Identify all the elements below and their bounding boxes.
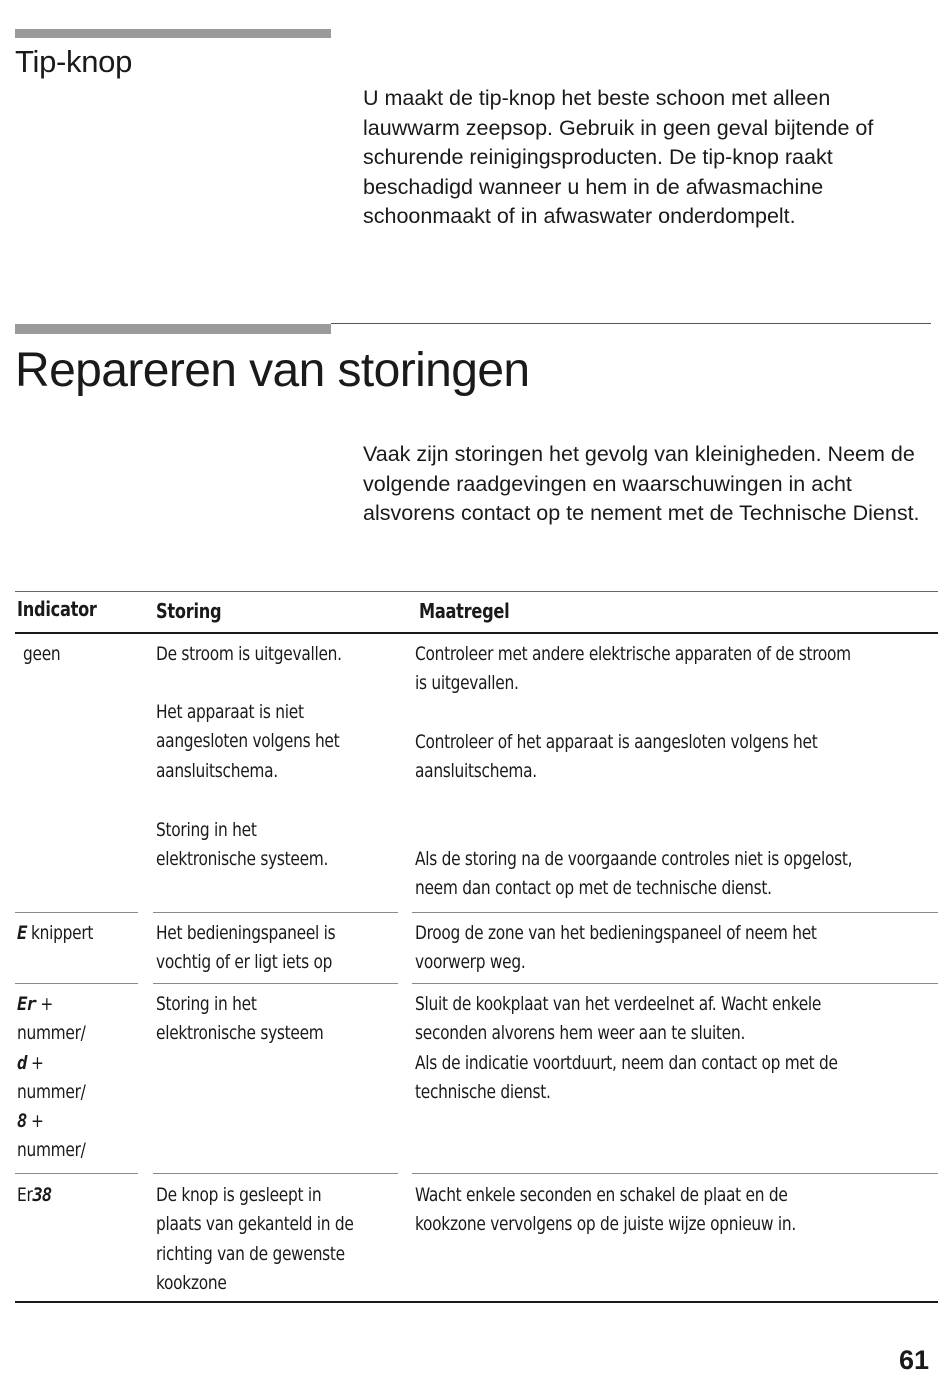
row3-indicator-text-2: nummer/ [17, 1022, 86, 1045]
repair-intro: Vaak zijn storingen het gevolg van kleinigheden. Neem de volgende raadgevingen en waarschuwingen in acht alsvorens contact op te nement met de Technische Dienst. [363, 442, 920, 525]
row3-indicator [17, 990, 152, 1166]
row1-storing-2: Het apparaat is niet aangesloten volgens het aansluitschema. [156, 701, 340, 782]
row3-storing: Storing in het elektronische systeem [156, 993, 324, 1045]
row2-divider-col2 [153, 983, 398, 984]
row1-storing-1: De stroom is uitgevallen. [156, 643, 342, 665]
row3-indicator-text-1: + [35, 993, 54, 1015]
row3-indicator-line-5 [17, 1107, 152, 1136]
lcd-e-symbol: E [17, 922, 27, 944]
row1-maatregel-1: Controleer met andere elektrische apparaten of de stroom is uitgevallen. [415, 643, 851, 695]
row2-divider-col1 [15, 983, 138, 984]
row2-indicator-text: knippert [26, 922, 94, 944]
lcd-8-symbol: 8 [17, 1110, 27, 1133]
row4-storing: De knop is gesleept in plaats van gekanteld in de richting van de gewenste kookzone [156, 1184, 354, 1294]
row3-maatregel: Sluit de kookplaat van het verdeelnet af. Wacht enkele seconden alvorens hem weer aan te sluiten. Als de indicatie voortduurt, neem dan contact op met de technische dienst. [415, 993, 838, 1103]
table-bottom-rule [15, 1301, 938, 1303]
header-indicator: Indicator [17, 597, 97, 621]
row2-maatregel: Droog de zone van het bedieningspaneel of neem het voorwerp weg. [415, 922, 817, 974]
lcd-er-symbol: Er [17, 993, 36, 1015]
row3-indicator-text-5: + [26, 1110, 44, 1133]
row2-indicator [17, 919, 152, 948]
row3-divider-col1 [15, 1173, 138, 1174]
lcd-d-symbol: d [17, 1051, 27, 1074]
row3-divider-col3 [412, 1173, 938, 1174]
table-header-rule [15, 632, 938, 634]
row1-maatregel-3: Als de storing na de voorgaande controles niet is opgelost, neem dan contact op met de technische dienst. [415, 848, 853, 900]
row3-indicator-line-1 [17, 990, 152, 1019]
row3-indicator-text-6: nummer/ [17, 1139, 86, 1162]
row2-storing: Het bedieningspaneel is vochtig of er ligt iets op [156, 922, 336, 974]
row1-divider-col1 [15, 912, 138, 913]
row3-indicator-text-3: + [26, 1051, 44, 1074]
tip-heading: Tip-knop [15, 44, 133, 79]
row1-maatregel-2: Controleer of het apparaat is aangesloten volgens het aansluitschema. [415, 731, 818, 783]
header-storing: Storing [156, 599, 222, 623]
row4-indicator-prefix: Er [17, 1184, 33, 1206]
row3-indicator-line-3 [17, 1049, 152, 1078]
lcd-38-symbol: 38 [32, 1184, 52, 1206]
section-bar-repair [15, 324, 331, 334]
row3-divider-col2 [153, 1173, 398, 1174]
section-rule-repair [331, 323, 931, 324]
page-number: 61 [898, 1345, 929, 1375]
row1-storing-3: Storing in het elektronische systeem. [156, 819, 329, 871]
row4-indicator [17, 1181, 152, 1210]
row1-divider-col2 [153, 912, 398, 913]
section-bar-tip [15, 29, 331, 38]
row3-indicator-line-6 [17, 1136, 152, 1165]
row1-indicator: geen [23, 643, 61, 665]
tip-body: U maakt de tip-knop het beste schoon met alleen lauwwarm zeepsop. Gebruik in geen geval bijtende of schurende reinigingsproducten. De tip-knop raakt beschadigd wanneer u hem in de afwasmachine schoonmaakt of in afwaswater onderdompelt. [363, 86, 874, 228]
row3-indicator-line-2 [17, 1019, 152, 1048]
table-top-rule [15, 591, 938, 592]
row4-maatregel: Wacht enkele seconden en schakel de plaat en de kookzone vervolgens op de juiste wijze opnieuw in. [415, 1184, 796, 1236]
row2-divider-col3 [412, 983, 938, 984]
repair-heading: Repareren van storingen [15, 344, 530, 397]
row3-indicator-line-4 [17, 1078, 152, 1107]
header-maatregel: Maatregel [419, 599, 510, 623]
row3-indicator-text-4: nummer/ [17, 1080, 86, 1103]
row1-divider-col3 [412, 912, 938, 913]
